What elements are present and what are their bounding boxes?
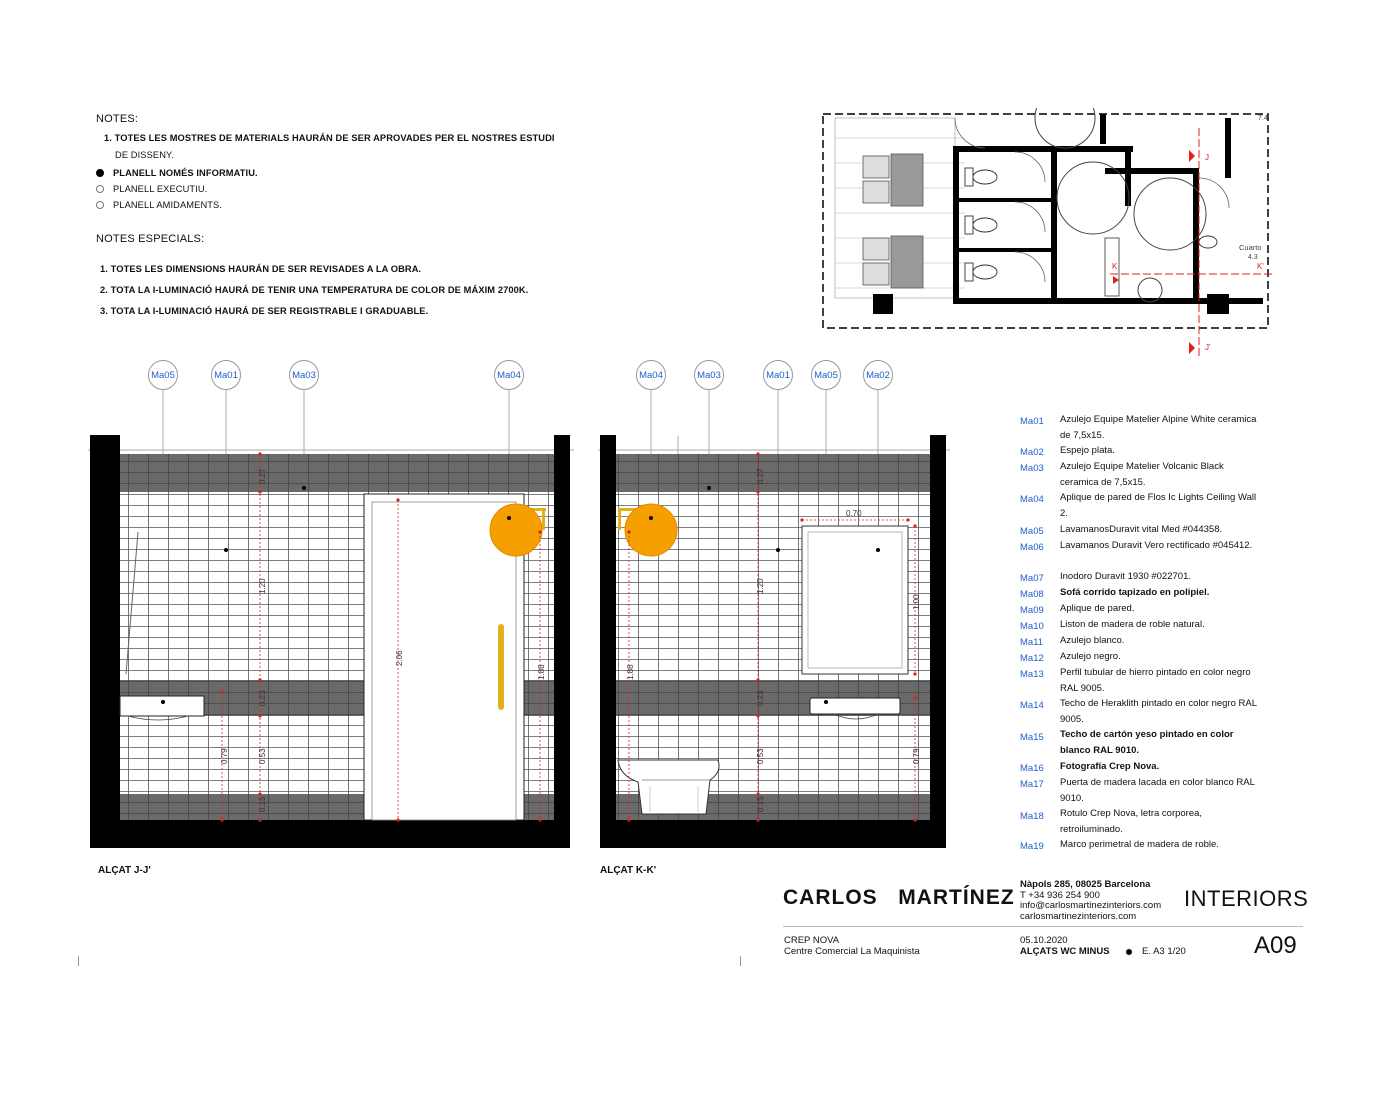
dim-kk-1-20: 1.20 (756, 578, 765, 594)
legend-code: Ma08 (1020, 589, 1044, 600)
legend-code: Ma10 (1020, 621, 1044, 632)
legend-text: Techo de cartón yeso pintado en color blanco RAL 9010. (1060, 729, 1234, 756)
dim-jj-0-53: 0.53 (258, 748, 267, 764)
notes-title: NOTES: (96, 113, 139, 125)
dim-jj-0-79: 0.79 (220, 748, 229, 764)
project-location: Centre Comercial La Maquinista (784, 945, 920, 957)
sheet-number: A09 (1254, 932, 1297, 959)
tag-kk-ma01[interactable]: Ma01 (763, 360, 793, 390)
legend-code: Ma13 (1020, 669, 1044, 680)
special-note-2: 2. TOTA LA I-LUMINACIÓ HAURÁ DE TENIR UNA TEMPERATURA DE COLOR DE MÁXIM 2700K. (100, 285, 529, 295)
dim-kk-0-53: 0.53 (756, 748, 765, 764)
tag-kk-ma05[interactable]: Ma05 (811, 360, 841, 390)
sheet-title: ALÇATS WC MINUS (1020, 945, 1110, 957)
legend-code: Ma02 (1020, 447, 1044, 458)
plan-room-label: Cuarto (1239, 243, 1262, 252)
studio-address: Nàpols 285, 08025 Barcelona (1020, 879, 1151, 890)
plan-mark-j2: J' (1205, 343, 1211, 352)
option-informatiu[interactable]: PLANELL NOMÉS INFORMATIU. (96, 168, 258, 178)
studio-contact (1020, 880, 1161, 922)
legend-text: LavamanosDuravit vital Med #044358. (1060, 524, 1223, 535)
title-block-divider (783, 926, 1303, 927)
option-executiu[interactable]: PLANELL EXECUTIU. (96, 184, 207, 194)
dim-kk-1-00: 1.00 (912, 594, 921, 610)
legend-text: Aplique de pared de Flos Ic Lights Ceiling Wall 2. (1060, 492, 1257, 519)
legend-code: Ma18 (1020, 811, 1044, 822)
special-note-1: 1. TOTES LES DIMENSIONS HAURÁN DE SER REVISADES A LA OBRA. (100, 264, 422, 274)
legend-text: Marco perimetral de madera de roble. (1060, 839, 1219, 850)
legend-text: Azulejo negro. (1060, 651, 1121, 662)
plan-mark-j: J (1205, 153, 1209, 162)
legend-code: Ma15 (1020, 732, 1044, 743)
studio-name: CARLOS MARTÍNEZ (783, 886, 1015, 909)
elevation-jj-label: ALÇAT J-J' (98, 865, 151, 876)
legend-code: Ma17 (1020, 779, 1044, 790)
sheet-scale: E. A3 1/20 (1126, 947, 1186, 958)
legend-code: Ma05 (1020, 526, 1044, 537)
plan-mark-k: K (1112, 262, 1118, 271)
special-notes-title: NOTES ESPECIALS: (96, 233, 205, 245)
studio-phone: T +34 936 254 900 (1020, 889, 1100, 901)
crop-mark (78, 956, 79, 966)
legend-code: Ma14 (1020, 700, 1044, 711)
legend-code: Ma09 (1020, 605, 1044, 616)
scale-bullet-icon (1126, 949, 1132, 955)
legend-text: Puerta de madera lacada en color blanco RAL 9010. (1060, 777, 1255, 804)
legend-text: Inodoro Duravit 1930 #022701. (1060, 571, 1191, 582)
crop-mark (740, 956, 741, 966)
legend-text: Sofá corrido tapizado en polipiel. (1060, 587, 1210, 598)
legend-code: Ma01 (1020, 416, 1044, 427)
dim-kk-0-27: 0.27 (756, 468, 765, 484)
legend-text: Azulejo Equipe Matelier Alpine White ceramica de 7,5x15. (1060, 414, 1257, 441)
option-amidaments[interactable]: PLANELL AMIDAMENTS. (96, 200, 222, 210)
radio-filled-icon (96, 169, 104, 177)
legend-text: Fotografía Crep Nova. (1060, 761, 1160, 772)
sheet-info (1020, 936, 1110, 957)
legend-code: Ma06 (1020, 542, 1044, 553)
dim-jj-0-27: 0.27 (258, 468, 267, 484)
note-1: 1. TOTES LES MOSTRES DE MATERIALS HAURÁN DE SER APROVADES PER EL NOSTRES ESTUDI (104, 133, 555, 143)
legend-code: Ma19 (1020, 841, 1044, 852)
radio-empty-icon (96, 185, 104, 193)
tag-jj-ma05[interactable]: Ma05 (148, 360, 178, 390)
legend-text: Azulejo blanco. (1060, 635, 1125, 646)
tag-jj-ma01[interactable]: Ma01 (211, 360, 241, 390)
plan-mark-k2: K' (1257, 262, 1264, 271)
elevation-kk-label: ALÇAT K-K' (600, 865, 657, 876)
dim-jj-0-23: 0.23 (258, 690, 267, 706)
elevation-jj-drawing (88, 362, 574, 852)
sheet-date: 05.10.2020 (1020, 935, 1068, 946)
dim-jj-2-06: 2.06 (395, 650, 404, 666)
legend-text: Espejo plata. (1060, 445, 1115, 456)
dim-jj-1-20: 1.20 (258, 578, 267, 594)
project-info (784, 936, 920, 957)
note-1-cont: DE DISSENY. (115, 150, 174, 160)
dim-kk-0-79: 0.79 (912, 748, 921, 764)
dim-kk-1-88: 1.88 (626, 664, 635, 680)
legend-code: Ma16 (1020, 763, 1044, 774)
tag-kk-ma03[interactable]: Ma03 (694, 360, 724, 390)
legend-code: Ma04 (1020, 494, 1044, 505)
legend-code: Ma12 (1020, 653, 1044, 664)
elevation-kk-drawing (598, 362, 950, 852)
dim-kk-0-23: 0.23 (756, 690, 765, 706)
legend-code: Ma07 (1020, 573, 1044, 584)
legend-text: Liston de madera de roble natural. (1060, 619, 1205, 630)
legend-text: Aplique de pared. (1060, 603, 1135, 614)
tag-jj-ma04[interactable]: Ma04 (494, 360, 524, 390)
legend-text: Rotulo Crep Nova, letra corporea, retroiluminado. (1060, 808, 1203, 835)
dim-jj-1-88: 1.88 (537, 664, 546, 680)
legend-text: Techo de Heraklith pintado en color negro RAL 9005. (1060, 698, 1257, 725)
tag-jj-ma03[interactable]: Ma03 (289, 360, 319, 390)
legend-code: Ma03 (1020, 463, 1044, 474)
radio-empty-icon (96, 201, 104, 209)
studio-web[interactable]: carlosmartinezinteriors.com (1020, 910, 1137, 922)
project-name: CREP NOVA (784, 935, 840, 946)
floor-plan (815, 108, 1275, 358)
plan-room-value: 4.3 (1248, 254, 1258, 261)
dim-kk-0-15: 0.15 (756, 796, 765, 812)
legend-text: Lavamanos Duravit Vero rectificado #045412. (1060, 540, 1253, 551)
dim-jj-0-15: 0.15 (258, 796, 267, 812)
special-note-3: 3. TOTA LA I-LUMINACIÓ HAURÁ DE SER REGISTRABLE I GRADUABLE. (100, 306, 429, 316)
tag-kk-ma04[interactable]: Ma04 (636, 360, 666, 390)
legend-text: Azulejo Equipe Matelier Volcanic Black ceramica de 7,5x15. (1060, 461, 1224, 488)
studio-email[interactable]: info@carlosmartinezinteriors.com (1020, 900, 1162, 911)
studio-brand: INTERIORS (1184, 886, 1309, 911)
tag-kk-ma02[interactable]: Ma02 (863, 360, 893, 390)
dim-kk-0-70: 0.70 (846, 509, 862, 518)
legend-text: Perfil tubular de hierro pintado en color negro RAL 9005. (1060, 667, 1251, 694)
plan-corner-value: 7.4 (1258, 115, 1268, 122)
legend-code: Ma11 (1020, 637, 1044, 648)
